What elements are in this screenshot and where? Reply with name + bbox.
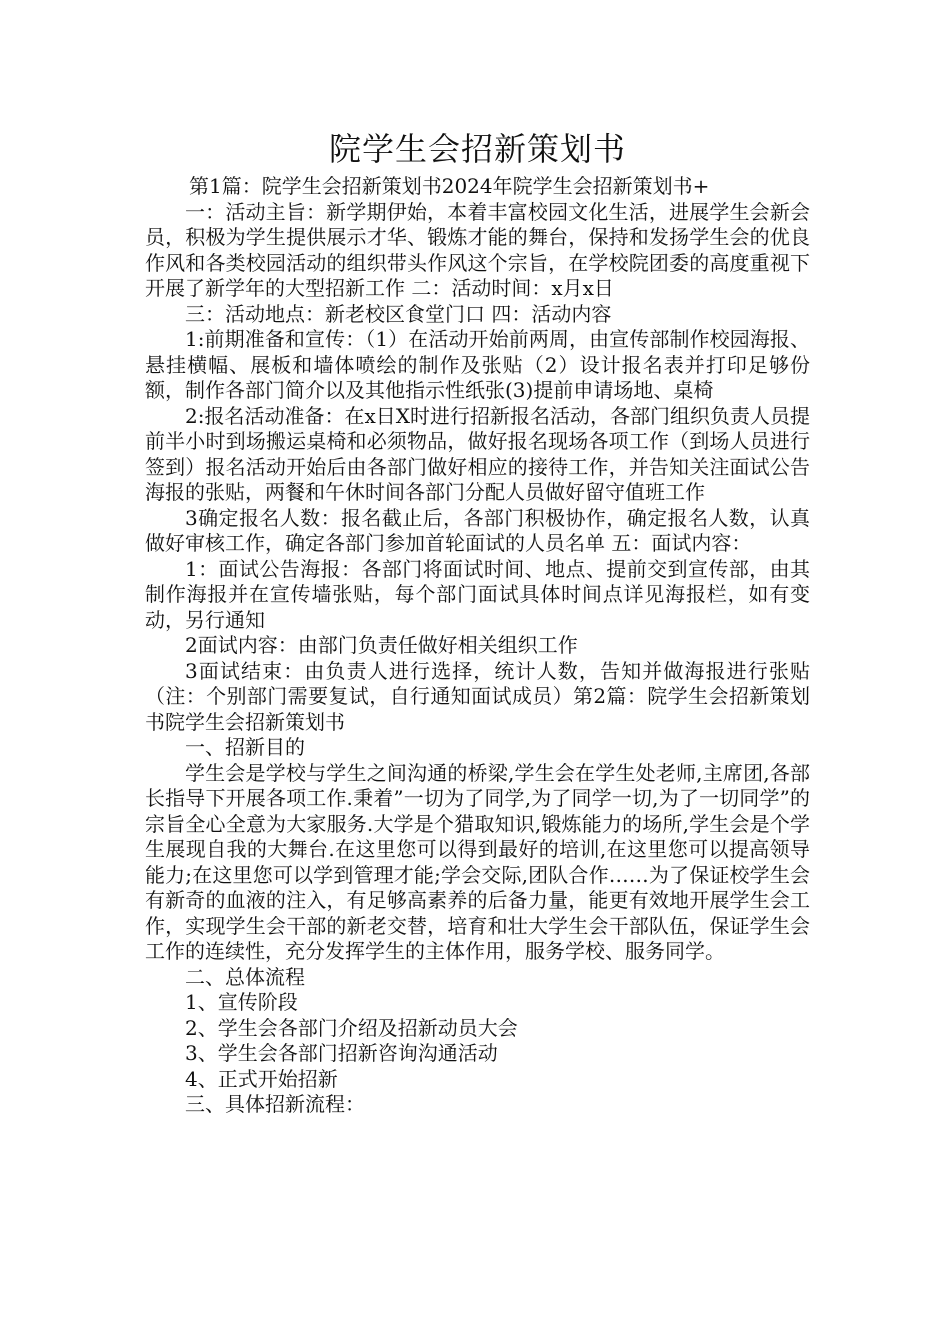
list-item: 3、学生会各部门招新咨询沟通活动	[185, 1041, 498, 1065]
section-heading: 三、具体招新流程：	[185, 1092, 365, 1116]
list-item: 4、正式开始招新	[185, 1066, 338, 1091]
paragraph: 3确定报名人数：报名截止后，各部门积极协作，确定报名人数，认真做好审核工作，确定各部门参加首轮面试的人员名单 五：面试内容：	[145, 505, 810, 555]
paragraph: 1：面试公告海报：各部门将面试时间、地点、提前交到宣传部，由其制作海报并在宣传墙张贴，每个部门面试具体时间点详见海报栏，如有变动，另行通知	[145, 556, 810, 632]
section-heading: 二、总体流程	[185, 964, 305, 989]
paragraph: 2:报名活动准备：在x日X时进行招新报名活动，各部门组织负责人员提前半小时到场搬运桌椅和必须物品，做好报名现场各项工作（到场人员进行签到）报名活动开始后由各部门做好相应的接待工作，并告知关注面试公告海报的张贴，两餐和午休时间各部门分配人员做好留守值班工作	[145, 403, 810, 504]
section-heading: 一、招新目的	[185, 735, 305, 759]
list-item: 2、学生会各部门介绍及招新动员大会	[185, 1015, 518, 1040]
paragraph: 一：活动主旨：新学期伊始，本着丰富校园文化生活，进展学生会新会员，积极为学生提供展示才华、锻炼才能的舞台，保持和发扬学生会的优良作风和各类校园活动的组织带头作风这个宗旨，在学校院团委的高度重视下开展了新学年的大型招新工作 二：活动时间：x月x日	[145, 199, 810, 300]
document-page	[145, 126, 810, 1118]
paragraph: 三：活动地点：新老校区食堂门口 四：活动内容	[185, 301, 612, 326]
document-title: 院学生会招新策划书	[328, 130, 626, 168]
paragraph: 学生会是学校与学生之间沟通的桥梁,学生会在学生处老师,主席团,各部长指导下开展各项工作.秉着”一切为了同学,为了同学一切,为了一切同学”的宗旨全心全意为大家服务.大学是个猎取知识,锻炼能力的场所,学生会是个学生展现自我的大舞台.在这里您可以得到最好的培训,在这里您可以提高领导能力;在这里您可以学到管理才能;学会交际,团队合作……为了保证校学生会有新奇的血液的注入，有足够高素养的后备力量，能更有效地开展学生会工作，实现学生会干部的新老交替，培育和壮大学生会干部队伍，保证学生会工作的连续性，充分发挥学生的主体作用，服务学校、服务同学。	[145, 760, 810, 963]
paragraph: 2面试内容：由部门负责任做好相关组织工作	[185, 633, 578, 657]
paragraph: 1:前期准备和宣传：（1）在活动开始前两周，由宣传部制作校园海报、悬挂横幅、展板和墙体喷绘的制作及张贴（2）设计报名表并打印足够份额，制作各部门简介以及其他指示性纸张(3)提前申请场地、桌椅	[145, 327, 810, 402]
paragraph: 3面试结束：由负责人进行选择，统计人数，告知并做海报进行张贴 （注：个别部门需要复试，自行通知面试成员）第2篇：院学生会招新策划书院学生会招新策划书	[145, 658, 810, 734]
list-item: 1、宣传阶段	[185, 990, 298, 1014]
paragraph: 第1篇：院学生会招新策划书2024年院学生会招新策划书+	[189, 174, 710, 198]
